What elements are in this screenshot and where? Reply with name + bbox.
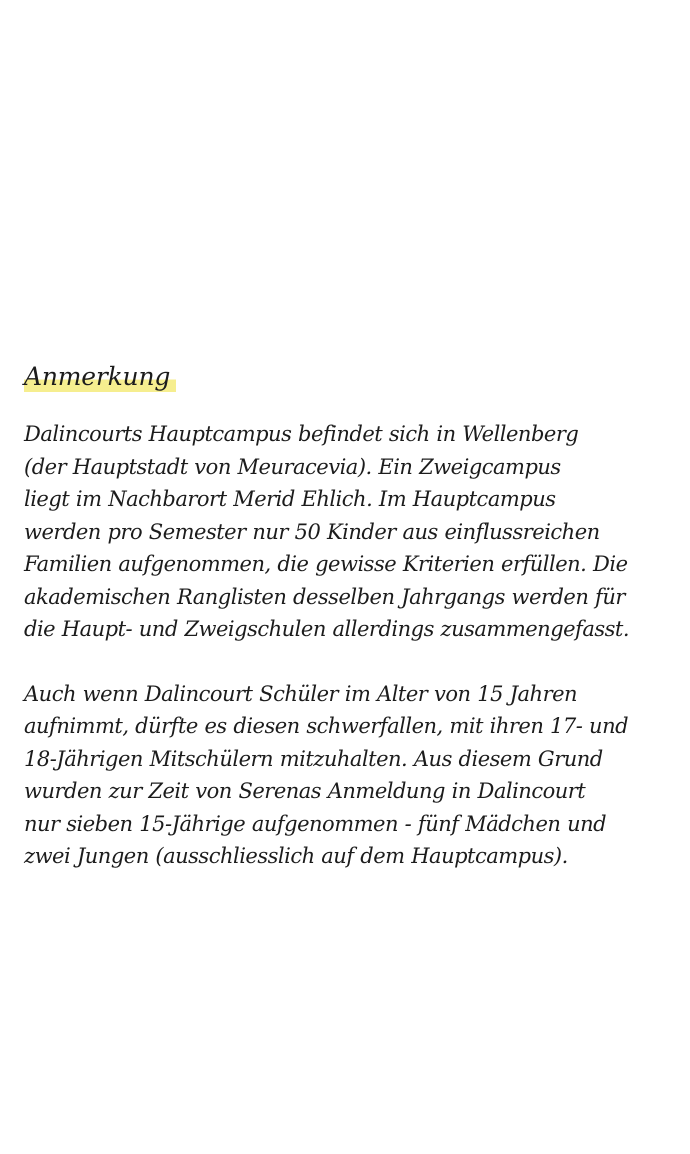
text-line: Familien aufgenommen, die gewisse Kriterien erfüllen. Die xyxy=(24,552,628,576)
note-section xyxy=(24,360,674,873)
text-line: wurden zur Zeit von Serenas Anmeldung in Dalincourt xyxy=(24,779,586,803)
note-paragraph-1 xyxy=(24,418,674,646)
text-line: akademischen Ranglisten desselben Jahrgangs werden für xyxy=(24,584,625,609)
text-line: werden pro Semester nur 50 Kinder aus einflussreichen xyxy=(24,519,600,544)
text-line: liegt im Nachbarort Merid Ehlich. Im Hauptcampus xyxy=(24,487,556,511)
note-paragraph-2 xyxy=(24,678,674,873)
note-heading: Anmerkung xyxy=(24,360,176,394)
text-line: nur sieben 15-Jährige aufgenommen - fünf Mädchen und xyxy=(24,811,607,836)
text-line: zwei Jungen (ausschliesslich auf dem Hauptcampus). xyxy=(24,844,568,868)
text-line: Dalincourts Hauptcampus befindet sich in Wellenberg xyxy=(24,422,579,446)
text-line: (der Hauptstadt von Meuracevia). Ein Zweigcampus xyxy=(24,454,561,479)
text-line: Auch wenn Dalincourt Schüler im Alter von 15 Jahren xyxy=(24,681,578,706)
text-line: aufnimmt, dürfte es diesen schwerfallen, mit ihren 17- und xyxy=(24,714,629,738)
text-line: 18-Jährigen Mitschülern mitzuhalten. Aus diesem Grund xyxy=(24,746,603,771)
text-line: die Haupt- und Zweigschulen allerdings zusammengefasst. xyxy=(24,617,630,641)
